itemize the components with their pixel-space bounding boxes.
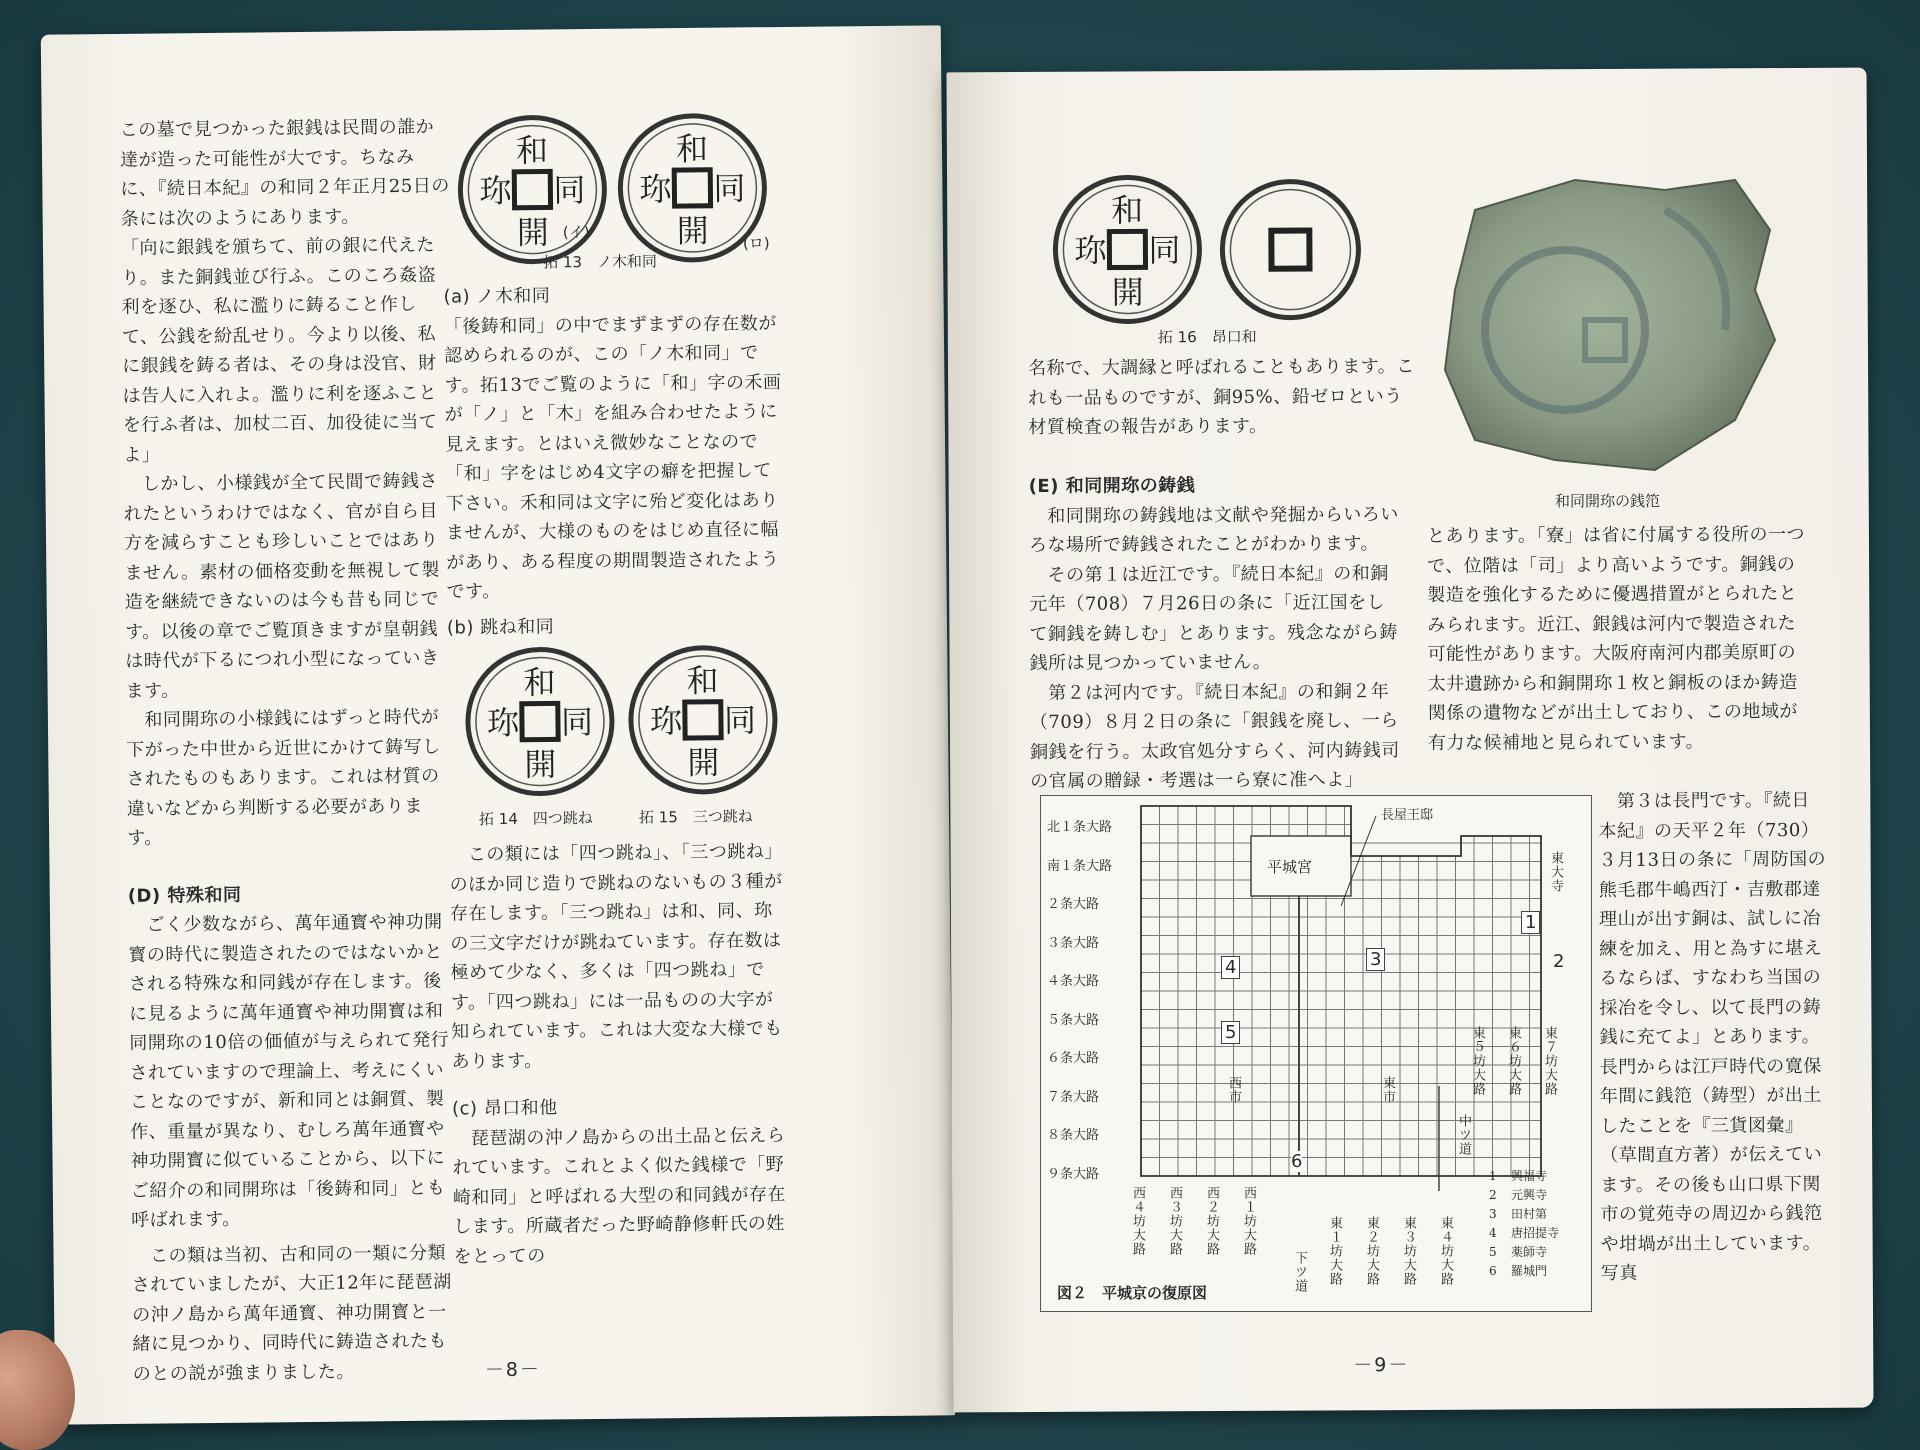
left-col2-b (447, 610, 787, 643)
coin-char-bottom: 開 (676, 211, 710, 251)
coin-char-bottom: 開 (524, 745, 557, 784)
map-row-label: 南１条大路 (1047, 858, 1113, 874)
coin-char-left: 珎 (649, 702, 683, 741)
paragraph: 「向に銀銭を頒ちて、前の銀に代えたり。また銅銭並び行ふ。このころ姦盗利を逐ひ、私に濫りに鋳ること作して、公銭を紛乱せり。今より以後、私に銀銭を鋳る者は、その身は没官、財は告人に入れよ。濫りに利を逐ふことを行ふ者は、加杖二百、加役徒に当てよ」 (120, 234, 438, 466)
coin-caption-ro: (ロ) (742, 234, 770, 253)
right-col2 (1427, 520, 1808, 758)
map-east-bo-label: 東１坊大路 (1327, 1216, 1342, 1286)
section-title-d: (D) 特殊和同 (127, 884, 242, 907)
map-east-upper-label: 東５坊大路 (1470, 1026, 1485, 1096)
coin-char-left: 珎 (486, 703, 520, 743)
coin-char-top: 和 (686, 661, 719, 701)
coin-char-right: 同 (713, 169, 746, 208)
legend-number: 4 (1488, 1226, 1497, 1240)
map-label-shimotsu: 下ツ道 (1292, 1251, 1307, 1293)
map-west-bo-label: 西１坊大路 (1241, 1186, 1256, 1256)
coin-rubbing-16a (1047, 169, 1208, 330)
left-col2-c (449, 837, 793, 1272)
paragraph: この墓で見つかった銀銭は民間の誰か達が造った可能性が大です。ちなみに、『続日本紀』の和同２年正月25日の条には次のようにあります。 (119, 116, 450, 230)
right-col3 (1598, 786, 1831, 1289)
map-marker-2: 2 (1553, 951, 1565, 972)
left-col2 (443, 279, 786, 607)
map-label-todaiji: 東大寺 (1548, 851, 1563, 893)
map-row-label: ６条大路 (1047, 1051, 1100, 1066)
map-east-bo-label: 東２坊大路 (1364, 1216, 1379, 1286)
rubbing-15-caption: 拓 15 三つ跳ね (638, 807, 753, 827)
legend-name: 薬師寺 (1510, 1245, 1547, 1259)
coin-rubbing-13a (452, 109, 614, 271)
map-caption: 図２ 平城京の復原図 (1057, 1284, 1208, 1302)
left-col1 (120, 112, 463, 1388)
map-marker-6: 6 (1291, 1151, 1303, 1172)
map-marker-3: 3 (1366, 948, 1385, 971)
map-label-palace: 平城宮 (1267, 858, 1313, 876)
paragraph: 第３は長門です。『続日本紀』の天平２年（730）３月13日の条に「周防国の熊毛郡牛嶋西汀・吉敷郡達理山が出す銅は、試しに冶練を加え、用と為すに堪えるならば、すなわち当国の採冶を令し、以て長門の鋳銭に充てよ」とあります。長門からは江戸時代の寛保年間に銭笵（鋳型）が出土したことを『三貨図彙』（草間直方著）が伝えています。その後も山口県下関市の覚苑寺の周辺から銭笵や坩堝が出土しています。写真 (1598, 789, 1827, 1285)
paragraph: しかし、小様銭が全て民間で鋳銭されたというわけではなく、官が自ら目方を減らすことも珍しいことではありません。素材の価格変動を無視して製造を継続できないのは今も昔も同じです。以後の章でご覧頂きますが皇朝銭は時代が下るにつれ小型になっていきます。 (123, 470, 441, 702)
map-legend (1489, 1167, 1559, 1281)
map-east-upper-label: 東６坊大路 (1506, 1026, 1521, 1096)
legend-name: 田村第 (1510, 1207, 1547, 1221)
map-legend-item (1489, 1186, 1559, 1205)
rubbing-14-caption: 拓 14 四つ跳ね (478, 809, 593, 829)
legend-number: 1 (1488, 1169, 1497, 1183)
map-west-bo-label: 西３坊大路 (1167, 1186, 1182, 1256)
map-label-nagaya: 長屋王邸 (1381, 808, 1434, 823)
map-east-bo-label: 東４坊大路 (1438, 1216, 1453, 1286)
paragraph: ごく少数ながら、萬年通寳や神功開寳の時代に製造されたのではないかとされる特殊な和同銭が存在します。後に見るように萬年通寳や神功開寳は和同開珎の10倍の価値が与えられて発行されていますので理論上、考えにくいことなのですが、新和同とは銅質、製作、重量が異なり、むしろ萬年通寳や神功開寳に似ていることから、以下にご紹介の和同開珎は「後鋳和同」とも呼ばれます。 (127, 911, 450, 1231)
coin-char-left: 珎 (639, 170, 672, 209)
map-row-label: ５条大路 (1047, 1012, 1100, 1028)
map-legend-item (1489, 1167, 1559, 1186)
paragraph: 和同開珎の小様銭にはずっと時代が下がった中世から近世にかけて鋳写しされたものもあります。これは材質の違いなどから判断する必要があります。 (125, 706, 441, 849)
section-title-e: (E) 和同開珎の鋳銭 (1028, 475, 1196, 497)
paragraph: この類には「四つ跳ね」、「三つ跳ね」のほか同じ造りで跳ねのないもの３種が存在します。「三つ跳ね」は和、同、珎の三文字だけが跳ねています。存在数は極めて少なく、多くは「四つ跳ね」です。「四つ跳ね」には一品ものの大字が知られています。これは大変な大様でもあります。 (449, 841, 783, 1073)
map-label-nakatsu: 中ツ道 (1456, 1114, 1471, 1156)
subsection-c-title: (c) 昂口和他 (451, 1097, 558, 1120)
map-legend-item (1489, 1224, 1559, 1243)
coin-mold-photo (1435, 170, 1780, 475)
map-east-bo-label: 東３坊大路 (1401, 1216, 1416, 1286)
coin-char-right: 同 (723, 701, 757, 740)
legend-name: 羅城門 (1510, 1264, 1547, 1278)
right-col1 (1029, 470, 1401, 796)
left-page (41, 25, 956, 1424)
paragraph: 「後鋳和同」の中でまずまずの存在数が認められるのが、この「ノ木和同」です。拓13でご覧のように「和」字の禾画が「ノ」と「木」を組み合わせたように見えます。とはいえ微妙なことなので「和」字をはじめ4文字の癖を把握して下さい。禾和同は文字に殆ど変化はありませんが、大様のものをはじめ直径に幅があり、ある程度の期間製造されたようです。 (443, 312, 782, 603)
coin-rubbing-14 (459, 641, 621, 803)
mold-photo-caption: 和同開珎の銭笵 (1555, 492, 1661, 510)
map-row-label: ３条大路 (1047, 935, 1100, 951)
map-west-bo-label: 西２坊大路 (1204, 1186, 1219, 1256)
map-row-label: ９条大路 (1047, 1166, 1100, 1182)
map-row-label: ８条大路 (1047, 1128, 1100, 1143)
page-number-9: －9－ (1353, 1354, 1410, 1377)
map-marker-4: 4 (1221, 956, 1240, 979)
map-row-label: 北１条大路 (1047, 820, 1113, 835)
legend-number: 5 (1488, 1245, 1497, 1259)
coin-char-bottom: 開 (516, 213, 550, 252)
map-legend-item (1489, 1262, 1559, 1281)
page-number-8: －8－ (484, 1358, 541, 1382)
legend-number: 6 (1488, 1264, 1497, 1278)
coin-rubbing-15 (622, 639, 784, 801)
map-marker-1: 1 (1521, 911, 1540, 934)
coin-char-top: 和 (515, 131, 549, 170)
map-east-upper-label: 東７坊大路 (1542, 1026, 1557, 1096)
paragraph: 名称で、大調縁と呼ばれることもあります。これも一品ものですが、銅95%、鉛ゼロという材質検査の報告があります。 (1027, 355, 1415, 438)
map-label-west-market: 西市 (1226, 1076, 1241, 1104)
paragraph: 第２は河内です。『続日本紀』の和銅２年（709）８月２日の条に「銀銭を廃し、一ら銅銭を行う。太政官処分すらく、河内鋳銭司の官属の贈録・考選は一ら寮に准へよ」 (1029, 680, 1400, 792)
map-row-label: ７条大路 (1047, 1089, 1100, 1105)
paragraph: とあります。「寮」は省に付属する役所の一つで、位階は「司」より高いようです。銅銭の製造を強化するために優遇措置がとられたとみられます。近江、銀銭は河内で製造された可能性があります。大阪府南河内郡美原町の太井遺跡から和銅開珎１枚と銅板のほか鋳造関係の遺物などが出土しており、この地域が有力な候補地と見られています。 (1426, 523, 1806, 754)
paragraph: その第１は近江です。『続日本紀』の和銅元年（708）７月26日の条に「近江国をして銅銭を鋳しむ」とあります。残念ながら鋳銭所は見つかっていません。 (1029, 562, 1399, 674)
map-west-bo-label: 西４坊大路 (1130, 1186, 1145, 1256)
coin-char-top: 和 (675, 129, 709, 169)
legend-number: 2 (1488, 1188, 1497, 1202)
paragraph: この類は当初、古和同の一類に分類されていましたが、大正12年に琵琶湖の沖ノ島から萬年通寳、神功開寳と一緒に見つかり、同時代に鋳造されたものとの説が強まりました。 (131, 1242, 452, 1385)
legend-number: 3 (1488, 1207, 1497, 1221)
map-row-label: ４条大路 (1047, 974, 1100, 989)
legend-name: 元興寺 (1510, 1188, 1547, 1202)
coin-char-right: 同 (1148, 231, 1181, 270)
coin-char-left: 珎 (479, 171, 512, 211)
coin-char-right: 同 (553, 171, 586, 210)
paragraph: 和同開珎の鋳銭地は文献や発掘からいろいろな場所で鋳銭されたことがわかります。 (1028, 503, 1399, 556)
map-legend-item (1489, 1243, 1559, 1262)
coin-char-bottom: 開 (687, 743, 720, 783)
coin-char-top: 和 (1111, 191, 1144, 230)
coin-char-bottom: 開 (1111, 273, 1144, 312)
right-top-text (1028, 352, 1418, 443)
coin-rubbing-16b (1215, 174, 1366, 325)
coin-char-top: 和 (523, 663, 556, 702)
map-label-east-market: 東市 (1380, 1076, 1395, 1104)
legend-name: 興福寺 (1510, 1169, 1547, 1183)
map-legend-item (1489, 1205, 1559, 1224)
map-row-label: ２条大路 (1047, 897, 1100, 912)
paragraph: 琵琶湖の沖ノ島からの出土品と伝えられています。これとよく似た銭様で「野崎和同」と呼ばれる大型の和同銭が存在します。所蔵者だった野崎静修軒氏の姓をとっての (452, 1124, 787, 1267)
coin-char-right: 同 (560, 703, 594, 742)
subsection-a-title: (a) ノ木和同 (443, 285, 551, 308)
rubbing-16-caption: 拓 16 昂口和 (1157, 327, 1257, 347)
coin-caption-i: (イ) (562, 223, 590, 242)
rubbing-13-caption: 拓 13 ノ木和同 (543, 252, 658, 272)
map-marker-5: 5 (1221, 1021, 1240, 1044)
legend-name: 唐招提寺 (1510, 1226, 1559, 1240)
subsection-b-title: (b) 跳ね和同 (446, 616, 555, 639)
coin-char-left: 珎 (1074, 231, 1107, 270)
heijokyo-map (1040, 795, 1592, 1312)
